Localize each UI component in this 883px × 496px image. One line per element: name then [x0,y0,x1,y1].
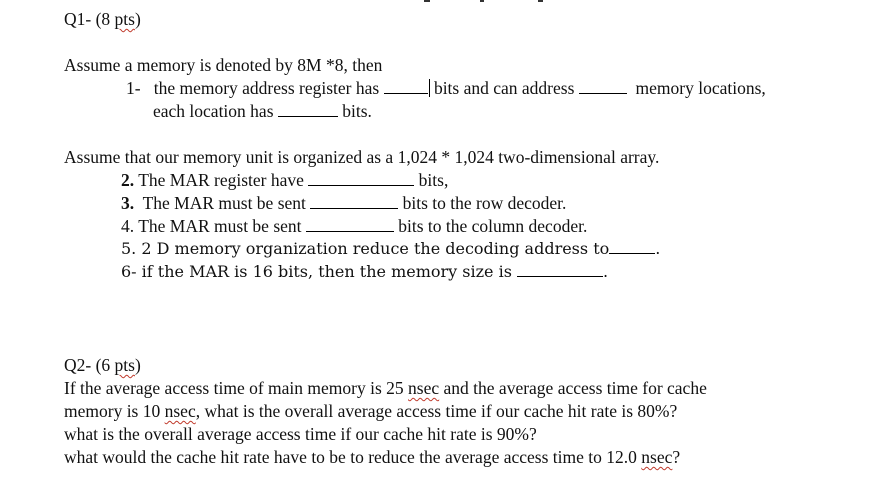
q1-item1-line2: each location has bits. [153,101,372,121]
q2-line1: If the average access time of main memory is 25 nsec and the average access time for cache [64,378,707,398]
answer-blank-address-bits[interactable] [384,79,428,94]
q1-item2: 2. The MAR register have bits, [121,170,449,190]
answer-blank-mar-bits[interactable] [308,171,414,186]
q1-item6: 6- if the MAR is 16 bits, then the memory size is . [121,262,609,281]
q1-array-intro: Assume that our memory unit is organized as a 1,024 * 1,024 two-dimensional array. [64,147,660,167]
q1-heading: Q1- (8 pts) [64,9,141,29]
nsec-unit: nsec [408,378,440,398]
text-cursor [429,79,430,97]
q2-line4: what would the cache hit rate have to be to reduce the average access time to 12.0 nsec? [64,447,681,467]
q2-line3: what is the overall average access time if our cache hit rate is 90%? [64,424,537,444]
q1-item5: 5. 2 D memory organization reduce the decoding address to . [121,239,661,258]
answer-blank-decoding[interactable] [609,239,655,254]
q1-intro: Assume a memory is denoted by 8M *8, then [64,55,383,75]
q1-item4: 4. The MAR must be sent bits to the column decoder. [121,216,588,236]
nsec-unit: nsec [641,447,673,467]
answer-blank-memory-size[interactable] [517,262,603,277]
top-fragment-mid [480,0,484,2]
q2-pts: pts [114,355,135,375]
answer-blank-row-bits[interactable] [310,194,398,209]
answer-blank-location-bits[interactable] [278,102,338,117]
answer-blank-locations[interactable] [579,79,627,94]
q1-pts: pts [114,9,135,29]
nsec-unit: nsec [164,401,196,421]
q1-item3: 3. The MAR must be sent bits to the row decoder. [121,193,567,213]
top-fragment-left [424,0,430,2]
q2-heading: Q2- (6 pts) [64,355,141,375]
q2-line2: memory is 10 nsec, what is the overall average access time if our cache hit rate is 80%? [64,401,678,421]
answer-blank-column-bits[interactable] [306,217,394,232]
q1-item1-line1: 1- the memory address register has bits and can address memory locations, [126,78,766,98]
top-fragment-right [538,0,543,2]
